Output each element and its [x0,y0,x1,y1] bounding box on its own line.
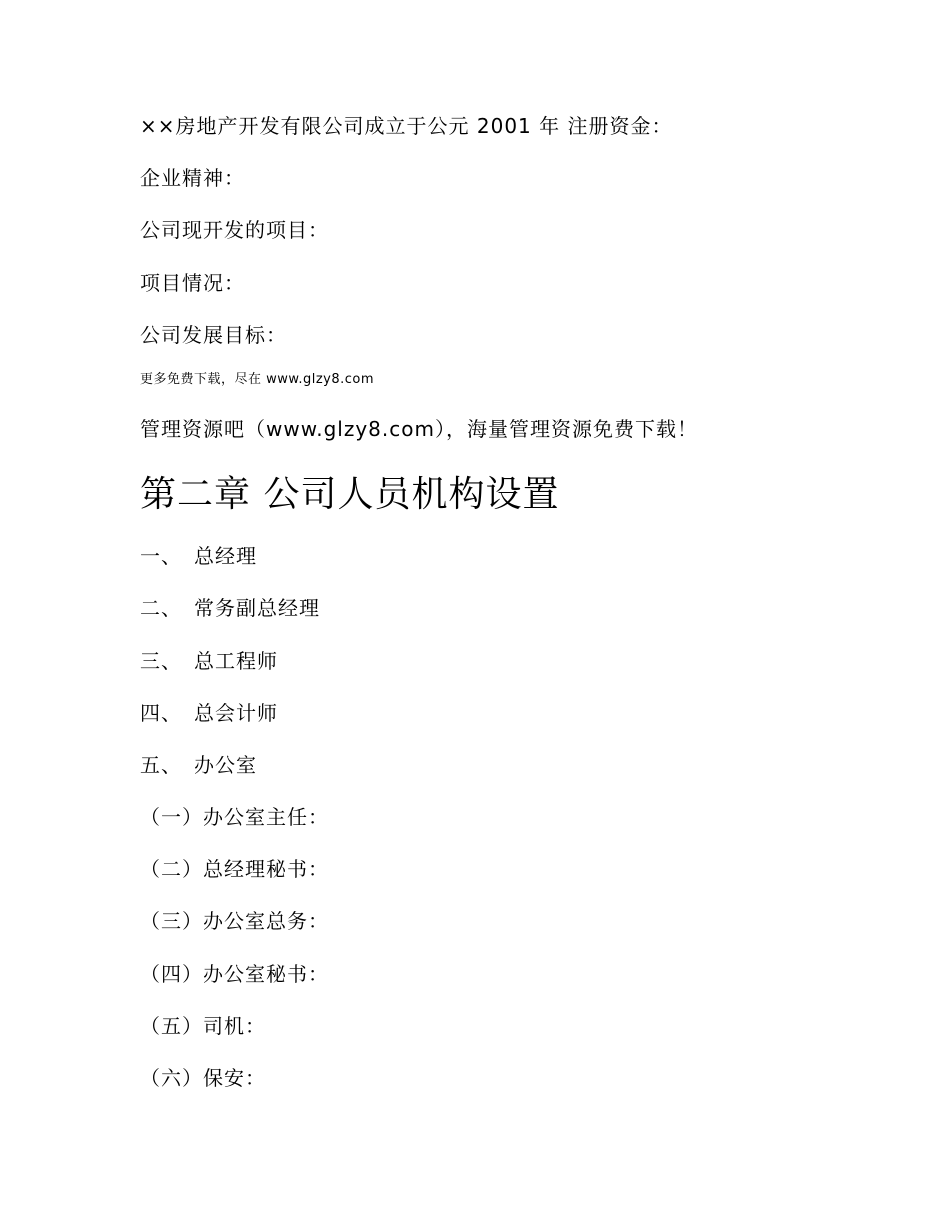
subsection-item: （二）总经理秘书： [140,857,329,881]
company-intro-line: ××房地产开发有限公司成立于公元 2001 年 注册资金： [140,114,673,138]
enterprise-spirit-line: 企业精神： [140,166,245,190]
section-item [140,596,320,620]
section-label: 总会计师 [194,701,278,725]
download-notice-large: 管理资源吧（www.glzy8.com），海量管理资源免费下载！ [140,417,698,441]
download-notice-small: 更多免费下载，尽在 www.glzy8.com [140,372,375,387]
section-item [140,544,257,568]
subsection-item: （四）办公室秘书： [140,962,329,986]
development-goals-line: 公司发展目标： [140,323,287,347]
section-item [140,701,278,725]
project-status-line: 项目情况： [140,271,245,295]
subsection-item: （一）办公室主任： [140,805,329,829]
section-label: 办公室 [194,753,257,777]
section-number: 三、 [140,649,182,673]
section-item [140,753,257,777]
current-projects-line: 公司现开发的项目： [140,218,329,242]
section-number: 二、 [140,596,182,620]
section-label: 总经理 [194,544,257,568]
subsection-item: （三）办公室总务： [140,909,329,933]
section-label: 常务副总经理 [194,596,320,620]
section-number: 四、 [140,701,182,725]
subsection-item: （五）司机： [140,1014,266,1038]
chapter-title: 第二章 公司人员机构设置 [140,474,560,515]
section-label: 总工程师 [194,649,278,673]
section-item [140,649,278,673]
section-number: 五、 [140,753,182,777]
section-number: 一、 [140,544,182,568]
subsection-item: （六）保安： [140,1066,266,1090]
